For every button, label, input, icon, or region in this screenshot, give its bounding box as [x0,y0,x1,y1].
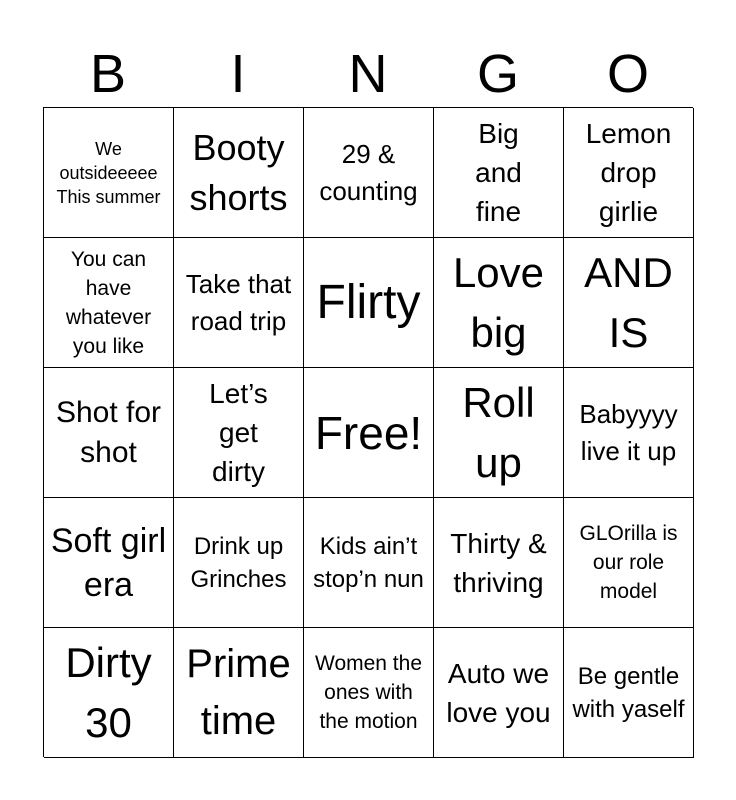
cell-text: Take that road trip [185,268,292,336]
header-letter-g: G [476,44,519,104]
bingo-cell[interactable] [44,108,174,238]
bingo-cell[interactable] [44,238,174,368]
cell-text: Big and fine [475,118,522,227]
bingo-cell[interactable] [304,108,434,238]
cell-text: Flirty [316,275,421,329]
bingo-cell[interactable] [434,108,564,238]
bingo-cell[interactable] [304,238,434,368]
bingo-cell[interactable] [304,628,434,758]
cell-text: Booty shorts [189,126,288,218]
cell-text: We outsideeeee This summer [56,138,161,207]
bingo-cell[interactable] [434,628,564,758]
bingo-card-grid [43,107,693,757]
cell-text: Be gentle with yaself [572,662,685,723]
bingo-cell[interactable] [564,238,694,368]
bingo-cell[interactable] [174,498,304,628]
cell-text: Drink up Grinches [190,532,287,593]
cell-text: Kids ain’t stop’n nun [313,532,424,593]
cell-text: Roll up [462,378,535,486]
bingo-cell[interactable] [564,628,694,758]
cell-text: Thirty & thriving [450,527,547,598]
cell-text: Shot for shot [55,395,162,469]
bingo-cell[interactable] [174,368,304,498]
free-space-cell[interactable] [304,368,434,498]
cell-text: Babyyyy live it up [579,398,678,466]
cell-text: GLOrilla is our role model [579,522,678,603]
bingo-header [43,40,693,108]
bingo-cell[interactable] [304,498,434,628]
bingo-cell[interactable] [44,628,174,758]
header-letter-o: O [606,44,649,104]
bingo-cell[interactable] [434,238,564,368]
bingo-cell[interactable] [564,498,694,628]
cell-text: Women the ones with the motion [315,652,422,733]
bingo-cell[interactable] [44,498,174,628]
bingo-cell[interactable] [174,628,304,758]
bingo-cell[interactable] [564,108,694,238]
header-letter-n: N [348,44,388,104]
header-letter-i: I [230,44,246,104]
cell-text: Auto we love you [446,657,551,728]
cell-text: Love big [452,248,545,356]
bingo-cell[interactable] [564,368,694,498]
bingo-cell[interactable] [174,238,304,368]
bingo-cell[interactable] [434,498,564,628]
cell-text: Prime time [186,641,291,743]
bingo-cell[interactable] [434,368,564,498]
cell-text: Soft girl era [50,521,167,604]
header-letter-b: B [89,44,127,104]
cell-text: Let’s get dirty [209,378,268,487]
cell-text: You can have whatever you like [65,247,152,358]
cell-text: Dirty 30 [65,638,152,746]
cell-text: AND IS [584,248,673,356]
bingo-cell[interactable] [44,368,174,498]
free-space-text: Free! [314,406,423,459]
cell-text: Lemon drop girlie [585,118,672,227]
cell-text: 29 & counting [319,138,418,206]
bingo-cell[interactable] [174,108,304,238]
